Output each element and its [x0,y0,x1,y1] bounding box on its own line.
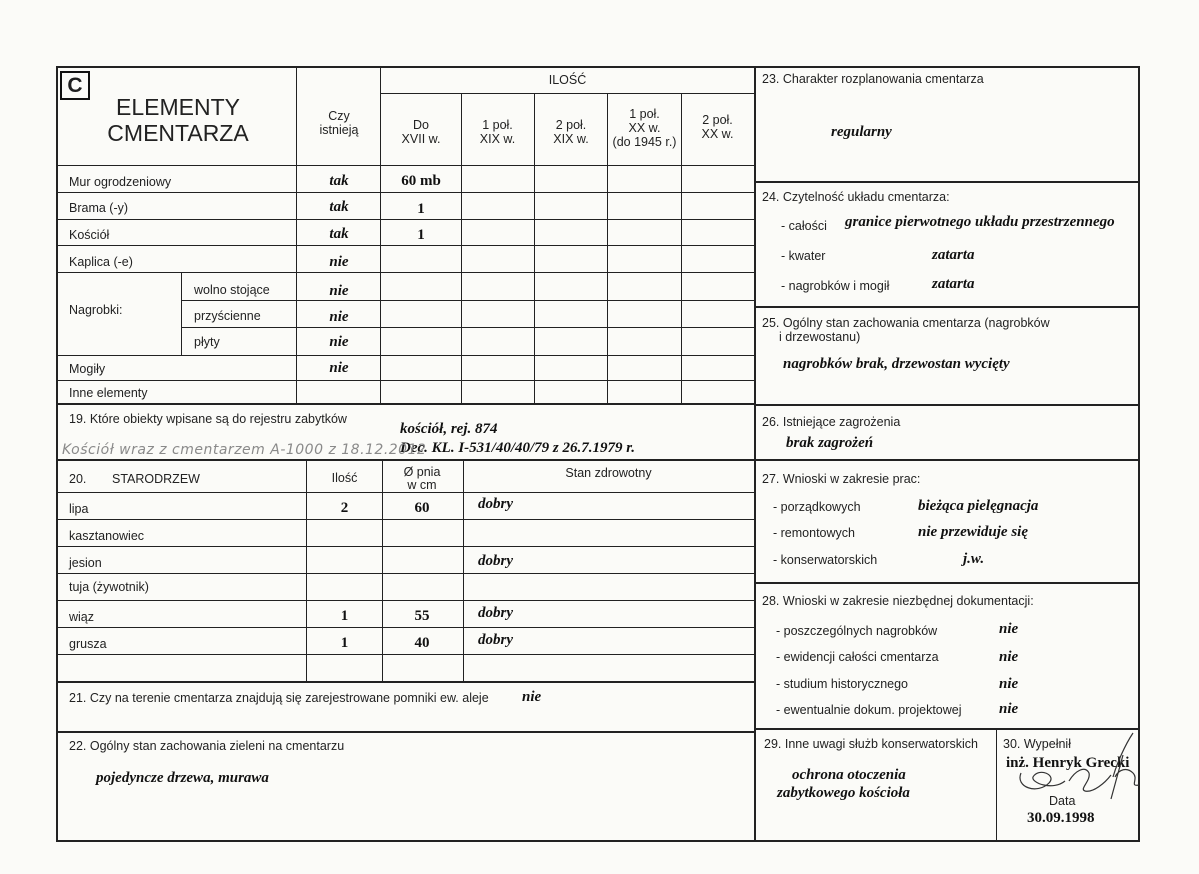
q27-item-label: - porządkowych [773,500,861,514]
tree-dia: 60 [414,500,430,516]
trees-header-num: 20. [69,472,87,486]
q27-label: 27. Wnioski w zakresie prac: [762,472,921,486]
row-rule [57,245,754,246]
element-exists: tak [329,173,349,189]
frame-top [56,66,1140,68]
section-badge: C [60,71,90,100]
q28-item-label: - ewentualnie dokum. projektowej [776,703,962,717]
q25-label-l2: i drzewostanu) [779,330,861,344]
period-1-l2: XVII w. [401,132,441,146]
row-rule [181,300,754,301]
signature-scribble [993,725,1153,805]
element-label: Mur ogrodzeniowy [69,175,172,189]
q27-item-answer: j.w. [963,551,985,567]
tree-qty: 1 [340,635,349,651]
q19-answer-line1: kościół, rej. 874 [400,421,498,437]
element-exists: nie [329,309,349,325]
element-qty: 60 mb [401,173,441,189]
period-2-l1: 1 poł. [482,118,513,132]
q27-item-label: - remontowych [773,526,855,540]
trees-col-qty: Ilość [331,471,358,485]
row-rule [57,627,754,628]
row-rule [57,192,754,193]
period-3-l1: 2 poł. [555,118,587,132]
q29-label: 29. Inne uwagi służb konserwatorskich [764,737,979,751]
tree-dia: 40 [414,635,430,651]
q21-label: 21. Czy na terenie cmentarza znajdują się zarejestrowane pomniki ew. aleje [69,691,489,705]
period-4-l1: 1 poł. [629,107,660,121]
frame-bottom [56,840,1140,842]
tree-health: dobry [478,496,513,512]
trees-col-health: Stan zdrowotny [565,466,652,480]
q26-answer: brak zagrożeń [786,435,874,451]
q19-pencil-note: Kościół wraz z cmentarzem A-1000 z 18.12.2012 [62,442,427,458]
row-rule [57,219,754,220]
row-rule [57,492,754,493]
q28-item-label: - studium historycznego [776,677,909,691]
element-label: Brama (-y) [69,201,129,215]
period-2-l2: XIX w. [479,132,516,146]
element-label: Mogiły [69,362,106,376]
q30-label: 30. Wypełnił [1003,737,1071,751]
tree-name: kasztanowiec [69,529,145,543]
q28-item-answer: nie [999,649,1019,665]
element-qty: 1 [417,227,425,243]
tree-health: dobry [478,632,513,648]
trees-col-dia-l2: w cm [407,478,437,492]
element-exists: tak [329,199,349,215]
q19-answer-line2: Dec. KL. I-531/40/40/79 z 26.7.1979 r. [400,440,635,456]
section-rule-22 [57,731,754,733]
period-4-l2: XX w. [628,121,661,135]
section-title-line2: CMENTARZA [107,120,249,146]
ilosc-rule [381,93,754,94]
q25-label-l1: 25. Ogólny stan zachowania cmentarza (nagrobków [762,316,1050,330]
q30-name: inż. Henryk Grecki [1006,755,1130,771]
section-rule-26 [755,404,1139,406]
row-rule [57,546,754,547]
section-rule-19 [57,403,754,405]
q22-answer: pojedyncze drzewa, murawa [96,770,269,786]
q28-label: 28. Wnioski w zakresie niezbędnej dokumentacji: [762,594,1034,608]
period-5-l2: XX w. [701,127,734,141]
q23-answer: regularny [831,124,892,140]
header-bottom-rule [57,165,754,166]
q27-item-label: - konserwatorskich [773,553,878,567]
q24-item-label: - całości [781,219,827,233]
q28-item-answer: nie [999,676,1019,692]
row-rule [57,272,754,273]
q29-answer-l1: ochrona otoczenia [792,767,906,783]
q29-answer-l2: zabytkowego kościoła [777,785,910,801]
tree-dia: 55 [414,608,430,624]
tree-qty: 1 [340,608,349,624]
element-label: Kościół [69,228,110,242]
trees-col-rule-3 [463,460,464,682]
element-label: wolno stojące [194,283,270,297]
row-rule [57,573,754,574]
row-rule [181,327,754,328]
tree-name: grusza [69,637,107,651]
col-rule-1 [296,67,297,403]
element-exists: nie [329,283,349,299]
nagrobki-label: Nagrobki: [69,303,123,317]
q19-label: 19. Które obiekty wpisane są do rejestru zabytków [69,412,347,426]
frame-left [56,66,58,842]
q25-answer: nagrobków brak, drzewostan wycięty [783,356,1010,372]
q24-item-answer: granice pierwotnego układu przestrzennego [845,214,1115,230]
period-5-l1: 2 poł. [702,113,733,127]
q28-item-answer: nie [999,701,1019,717]
tree-health: dobry [478,605,513,621]
trees-header-title: STARODRZEW [112,472,200,486]
q24-item-answer: zatarta [932,276,975,292]
row-rule [57,519,754,520]
q28-item-answer: nie [999,621,1019,637]
element-exists: nie [329,360,349,376]
q30-date: 30.09.1998 [1027,810,1095,826]
section-rule-20 [57,459,754,461]
tree-name: wiąz [69,610,95,624]
row-rule [57,654,754,655]
tree-name: tuja (żywotnik) [69,580,149,594]
q24-label: 24. Czytelność układu cmentarza: [762,190,950,204]
period-1-l1: Do [413,118,429,132]
element-label: płyty [194,335,220,349]
q28-item-label: - poszczególnych nagrobków [776,624,938,638]
tree-name: lipa [69,502,89,516]
col-rule-3 [461,93,462,403]
ilosc-header: ILOŚĆ [548,73,587,87]
element-exists: nie [329,254,349,270]
tree-name: jesion [69,556,102,570]
col-rule-4 [534,93,535,403]
element-exists: tak [329,226,349,242]
q27-item-answer: bieżąca pielęgnacja [918,498,1039,514]
q27-item-answer: nie przewiduje się [918,524,1029,540]
q30-date-label: Data [1049,794,1076,808]
section-rule-27 [755,459,1139,461]
q22-label: 22. Ogólny stan zachowania zieleni na cmentarzu [69,739,345,753]
section-rule-28 [755,582,1139,584]
tree-qty: 2 [340,500,349,516]
q21-answer: nie [522,689,542,705]
element-exists: nie [329,334,349,350]
section-rule-25 [755,306,1139,308]
section-rule-21 [57,681,754,683]
element-qty: 1 [417,201,425,217]
q24-item-label: - nagrobków i mogił [781,279,890,293]
element-label: Inne elementy [69,386,148,400]
q24-item-label: - kwater [781,249,826,263]
tree-health: dobry [478,553,513,569]
q28-item-label: - ewidencji całości cmentarza [776,650,939,664]
section-title-line1: ELEMENTY [116,94,240,120]
exists-header-line2: istnieją [319,123,359,137]
row-rule [57,380,754,381]
period-4-l3: (do 1945 r.) [612,135,677,149]
trees-col-dia-l1: Ø pnia [403,465,441,479]
row-rule [57,355,754,356]
q24-item-answer: zatarta [932,247,975,263]
col-rule-5 [607,93,608,403]
section-rule-24 [755,181,1139,183]
element-label: przyścienne [194,309,261,323]
nagrobki-rule [181,272,182,355]
period-3-l2: XIX w. [553,132,589,146]
col-rule-6 [681,93,682,403]
row-rule [57,600,754,601]
exists-header-line1: Czy [328,109,350,123]
q26-label: 26. Istniejące zagrożenia [762,415,901,429]
q23-label: 23. Charakter rozplanowania cmentarza [762,72,984,86]
element-label: Kaplica (-e) [69,255,133,269]
